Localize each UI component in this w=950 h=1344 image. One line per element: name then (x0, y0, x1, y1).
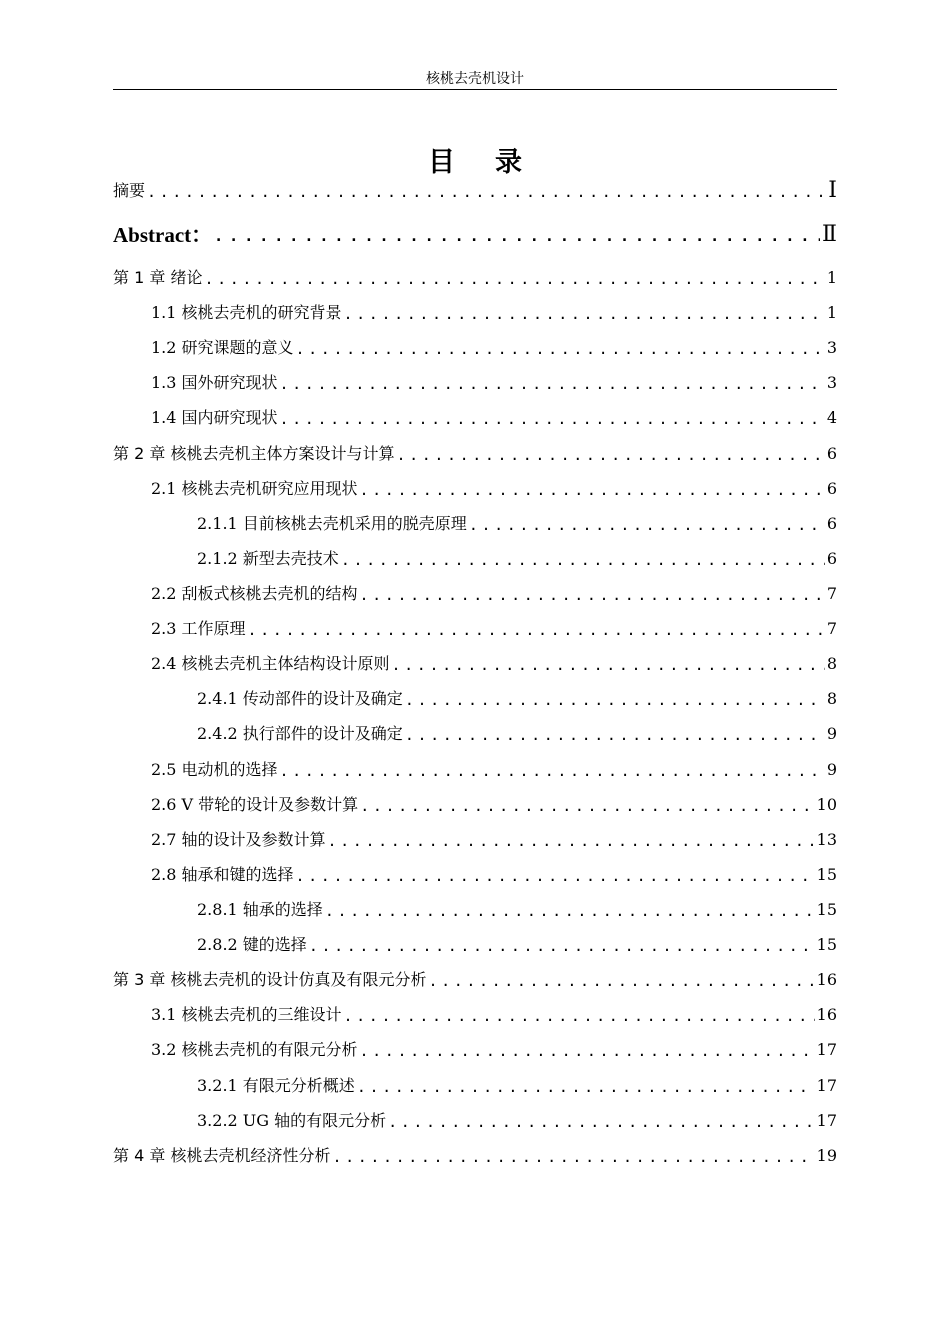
toc-page-number: 15 (816, 935, 837, 954)
toc-entry-section[interactable] (113, 405, 837, 429)
toc-entry-subsection[interactable] (113, 511, 837, 535)
toc-entry-section[interactable] (113, 862, 837, 886)
toc-entry-label: 2.3 工作原理 (151, 619, 246, 638)
toc-page-number: 17 (816, 1111, 837, 1130)
toc-entry-section[interactable] (113, 370, 837, 394)
toc-page-number: 3 (826, 373, 837, 392)
dot-leader (388, 1112, 814, 1132)
toc-entry-label: 第 1 章 绪论 (113, 268, 203, 287)
toc-entry-section[interactable] (113, 1037, 837, 1061)
dot-leader (280, 409, 825, 429)
dot-leader (405, 725, 825, 745)
toc-entry-label: 1.3 国外研究现状 (151, 373, 278, 392)
dot-leader (469, 515, 825, 535)
dot-leader (405, 690, 825, 710)
toc-entry-chapter[interactable] (113, 1143, 837, 1167)
toc-page-number: 10 (816, 795, 837, 814)
toc-page-number: 15 (816, 900, 837, 919)
toc-page-number: 1 (826, 303, 837, 322)
dot-leader (296, 339, 825, 359)
dot-leader (325, 901, 815, 921)
toc-entry-label: 1.4 国内研究现状 (151, 408, 278, 427)
toc-entry-subsection[interactable] (113, 686, 837, 710)
toc-page-number: 13 (816, 830, 837, 849)
toc-page-number: 6 (826, 479, 837, 498)
toc-entry-label: 2.4 核桃去壳机主体结构设计原则 (151, 654, 390, 673)
toc-page-number: Ⅱ (822, 222, 837, 247)
dot-leader (332, 1147, 814, 1167)
toc-entry-subsection[interactable] (113, 721, 837, 745)
toc-entry-chapter[interactable] (113, 441, 837, 465)
toc-entry-label: 2.1.2 新型去壳技术 (197, 549, 339, 568)
toc-entry-label: 第 2 章 核桃去壳机主体方案设计与计算 (113, 444, 395, 463)
toc-entry-label: 1.1 核桃去壳机的研究背景 (151, 303, 342, 322)
dot-leader (396, 445, 824, 465)
toc-entry-chapter[interactable] (113, 265, 837, 289)
header-rule (113, 89, 837, 90)
toc-entry-abstract-en[interactable] (113, 222, 837, 246)
toc-page-number: 9 (826, 760, 837, 779)
dot-leader (360, 585, 825, 605)
toc-entry-subsection[interactable] (113, 546, 837, 570)
toc-page-number: 6 (826, 444, 837, 463)
toc-entry-label: 2.1 核桃去壳机研究应用现状 (151, 479, 358, 498)
toc-page-number: 3 (826, 338, 837, 357)
toc-entry-section[interactable] (113, 476, 837, 500)
toc-entry-label: Abstract： (113, 223, 213, 247)
dot-leader (360, 796, 814, 816)
dot-leader (280, 761, 825, 781)
toc-entry-section[interactable] (113, 827, 837, 851)
toc-entry-label: 1.2 研究课题的意义 (151, 338, 294, 357)
toc-page-number: 8 (826, 654, 837, 673)
toc-page-number: 9 (826, 724, 837, 743)
toc-entry-label: 2.7 轴的设计及参数计算 (151, 830, 326, 849)
dot-leader (204, 269, 824, 289)
toc-entry-subsection[interactable] (113, 1073, 837, 1097)
toc-entry-label: 第 4 章 核桃去壳机经济性分析 (113, 1146, 331, 1165)
dot-leader (248, 620, 825, 640)
toc-entry-subsection[interactable] (113, 932, 837, 956)
toc-entry-label: 3.2.2 UG 轴的有限元分析 (197, 1111, 387, 1130)
toc-page-number: 8 (826, 689, 837, 708)
dot-leader (341, 550, 825, 570)
dot-leader (357, 1077, 815, 1097)
toc-page-number: Ⅰ (828, 178, 837, 203)
dot-leader (214, 226, 820, 246)
toc-entry-label: 2.6 V 带轮的设计及参数计算 (151, 795, 359, 814)
toc-entry-subsection[interactable] (113, 897, 837, 921)
toc-entry-section[interactable] (113, 1002, 837, 1026)
toc-page-number: 15 (816, 865, 837, 884)
toc-entry-label: 2.4.1 传动部件的设计及确定 (197, 689, 403, 708)
toc-entry-label: 3.1 核桃去壳机的三维设计 (151, 1005, 342, 1024)
dot-leader (309, 936, 815, 956)
toc-entry-label: 2.8.2 键的选择 (197, 935, 307, 954)
toc-entry-section[interactable] (113, 651, 837, 675)
toc-page-number: 6 (826, 549, 837, 568)
toc-entry-label: 2.1.1 目前核桃去壳机采用的脱壳原理 (197, 514, 467, 533)
dot-leader (344, 1006, 815, 1026)
toc-entry-section[interactable] (113, 616, 837, 640)
toc-entry-section[interactable] (113, 581, 837, 605)
toc-entry-label: 第 3 章 核桃去壳机的设计仿真及有限元分析 (113, 970, 427, 989)
running-header: 核桃去壳机设计 (426, 71, 524, 87)
toc-page-number: 17 (816, 1076, 837, 1095)
toc-page-number: 16 (816, 1005, 837, 1024)
toc-page-number: 7 (826, 584, 837, 603)
toc-page-number: 7 (826, 619, 837, 638)
dot-leader (147, 182, 826, 202)
toc-entry-section[interactable] (113, 300, 837, 324)
toc-entry-label: 2.5 电动机的选择 (151, 760, 278, 779)
toc-entry-section[interactable] (113, 792, 837, 816)
toc-page-number: 1 (826, 268, 837, 287)
toc-page-number: 17 (816, 1040, 837, 1059)
toc-entry-label: 3.2 核桃去壳机的有限元分析 (151, 1040, 358, 1059)
toc-entry-label: 3.2.1 有限元分析概述 (197, 1076, 355, 1095)
toc-entry-label: 2.8 轴承和键的选择 (151, 865, 294, 884)
dot-leader (280, 374, 825, 394)
dot-leader (360, 1041, 815, 1061)
toc-entry-section[interactable] (113, 335, 837, 359)
toc-entry-label: 摘要 (113, 181, 146, 200)
dot-leader (344, 304, 825, 324)
dot-leader (428, 971, 814, 991)
toc-entry-subsection[interactable] (113, 1108, 837, 1132)
toc-page-number: 4 (826, 408, 837, 427)
toc-page-number: 6 (826, 514, 837, 533)
toc-title: 目录 (428, 147, 562, 178)
toc-entry-label: 2.8.1 轴承的选择 (197, 900, 323, 919)
toc-page-number: 16 (816, 970, 837, 989)
toc-entry-abstract-cn[interactable] (113, 178, 837, 202)
dot-leader (360, 480, 825, 500)
dot-leader (392, 655, 825, 675)
toc-page-number: 19 (816, 1146, 837, 1165)
toc-entry-label: 2.2 刮板式核桃去壳机的结构 (151, 584, 358, 603)
toc-entry-section[interactable] (113, 757, 837, 781)
dot-leader (328, 831, 815, 851)
dot-leader (296, 866, 815, 886)
toc-entry-chapter[interactable] (113, 967, 837, 991)
toc-entry-label: 2.4.2 执行部件的设计及确定 (197, 724, 403, 743)
